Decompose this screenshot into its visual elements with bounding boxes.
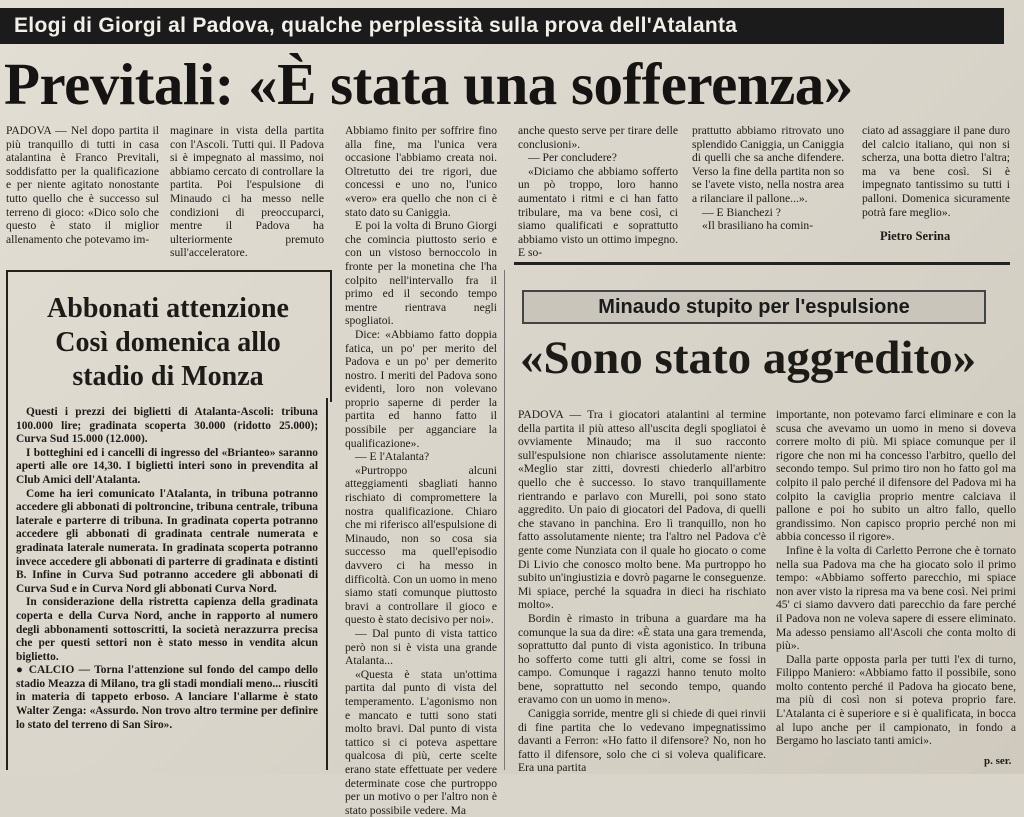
article1-col3-text: Abbiamo finito per soffrire fino alla fine, ma l'unica vera occasione l'abbiamo creata noi. Oltretutto dei tre rigori, due concessi e uno no, l'unico «vero» era quello che non ci è stato dato su Caniggia.: [345, 124, 497, 219]
article1-col4: [518, 124, 678, 260]
article1-col3b-text: E poi la volta di Bruno Giorgi che comincia piuttosto serio e con un vistoso bernoccolo in fronte per la monetina che l'ha colpito nell'intervallo fra il primo ed il secondo tempo mentre rientrava negli spogliatoi.: [345, 219, 497, 328]
notice-box-p1: Questi i prezzi dei biglietti di Atalanta-Ascoli: tribuna 100.000 lire; gradinata scoperta 30.000 (ridotto 25.000); Curva Sud 15.000 (12.000).: [16, 406, 318, 446]
article1-col3d-text: — E l'Atalanta?: [355, 450, 430, 464]
article1-col3e-text: «Purtroppo alcuni atteggiamenti sbagliati hanno rischiato di compromettere la nostra qualificazione. Chiaro che mi riferisco all'espulsione di Minaudo, non so cosa sia successo ma quell'episodio davvero ci ha messo in difficoltà. Con un uomo in meno siamo stati comunque piuttosto bravi a controllare il gioco e questo è stato decisivo per noi».: [345, 463, 497, 627]
article2-col1: [518, 408, 766, 775]
section-divider: [514, 262, 1010, 265]
notice-box-p2: I botteghini ed i cancelli di ingresso del «Brianteo» saranno aperti alle ore 14,30. I biglietti interi sono in prevendita al Club Amici dell'Atalanta.: [16, 446, 318, 486]
article2-col1c-text: Caniggia sorride, mentre gli si chiede di quei rinvii di fine partita che lo vedevano impegnatissimo davanti a Ferron: «Ho fatto il difensore? No, non ho fatto il difensore, solo che ci si voleva qualificare. Era una partita: [518, 707, 766, 775]
article1-col5b-text: — E Bianchezi ?: [702, 205, 781, 219]
article2-col1a-text: PADOVA — Tra i giocatori atalantini al termine della partita il più atteso all'uscita degli spogliatoi è ovviamente Minaudo; ma il suo racconto sull'espulsione non chiarisce assolutamente niente: «Meglio star zitti, dovresti chiederlo all'arbitro quello che è successo. Io stavo tranquillamente rientrando e parlavo con Murelli, poi sono stato aggredito. Un paio di giocatori del Padova, di quelli che stavano in panchina. Ero lì tranquillo, non ho fatto assolutamente niente; tra l'altro nel Padova c'è gente come Nunziata con il quale ho giocato o come Di Livio che conosco molto bene. Ma purtroppo ho subito un'ingiustizia e dovrò pagarne le conseguenze. Mi spiace, perché la squadra in dieci ha rischiato molto».: [518, 408, 766, 612]
notice-box-border-right: [326, 398, 328, 770]
article1-col1: [6, 124, 159, 254]
notice-box-p4: In considerazione della ristretta capienza della gradinata coperta e della Curva Nord, anche in rapporto al numero degli abbonamenti sottoscritti, la società nerazzurra precisa che per questi settori non è stato messo in vendita alcun biglietto.: [16, 596, 318, 663]
notice-box-p3: Come ha ieri comunicato l'Atalanta, in tribuna potranno accedere gli abbonati di poltroncine, tribuna centrale, tribuna laterale e parterre di tribuna. In gradinata coperta potranno accedere gli abbonati di gradinata centrale numerata e gradinata laterale numerata. In gradinata scoperta potranno invece accedere gli abbonati di parterre di gradinata e distinti B. Infine in Curva Sud potranno accedere gli abbonati di Curva Sud e in Curva Nord gli abbonati Curva Nord.: [16, 487, 318, 595]
kicker-bar: [0, 8, 1004, 44]
notice-box-title: Abbonati attenzione Così domenica allo stadio di Monza: [47, 293, 289, 392]
article1-col4-text: anche questo serve per tirare delle conclusioni».: [518, 124, 678, 151]
article1-col3: [345, 124, 497, 817]
article2-signature: p. ser.: [984, 755, 1012, 767]
article2-subtitle: Minaudo stupito per l'espulsione: [598, 295, 910, 318]
article2-col2: [776, 408, 1016, 754]
article1-byline: Pietro Serina: [880, 229, 951, 243]
article1-col5c-text: «Il brasiliano ha comin-: [702, 219, 814, 233]
article1-col2: [170, 124, 324, 260]
article2-subtitle-bar: [522, 290, 986, 324]
article1-col2-text: maginare in vista della partita con l'Ascoli. Tutti qui. Il Padova si è impegnato al massimo, noi abbiamo cercato di controllare la partita. Poi l'espulsione di Minaudo ci ha messo nelle condizioni di preoccuparci, mentre il Padova ha ulteriormente premuto sull'acceleratore.: [170, 124, 324, 260]
article1-col5: [692, 124, 844, 254]
article2-headline: «Sono stato aggredito»: [520, 332, 977, 384]
column-divider: [504, 270, 505, 770]
article2-col1b-text: Bordin è rimasto in tribuna a guardare ma ha comunque la sua da dire: «È stata una gara tremenda, soprattutto dal punto di vista agonistico. In tribuna ho sofferto come tutti gli altri, come se fossi in campo. Comunque i ragazzi hanno tenuto molto bene, soprattutto nel secondo tempo, quando eravamo con un uomo in meno».: [518, 611, 766, 707]
notice-box-text: [16, 406, 318, 732]
article1-col3f-text: — Dal punto di vista tattico però non si è vista una grande Atalanta...: [345, 626, 497, 668]
article1-col3c-text: Dice: «Abbiamo fatto doppia fatica, un po' per merito del Padova e un po' per demerito nostro. I meriti del Padova sono evidenti, loro non volevano proprio saperne di perder la partita ed hanno fatto il possibile per agganciare la qualificazione».: [345, 327, 497, 450]
article1-col4b-text: — Per concludere?: [528, 151, 617, 165]
article1-col4c-text: «Diciamo che abbiamo sofferto un pò troppo, loro hanno aumentato i ritmi e ci han fatto tribulare, ma va bene così, ci siamo qualificati e soprattutto abbiamo visto un ottimo impegno. E so-: [518, 164, 678, 260]
article2-col2a-text: importante, non potevamo farci eliminare e con la scusa che avevamo un uomo in meno si doveva correre molto di più. Mi spiace comunque per il rigore che non mi ha concesso l'arbitro, quello del secondo tempo. Sul primo tiro non ho fatto gol ma colpito il palo perché il difensore del Padova mi ha colpito la caviglia proprio mentre calciava il pallone e poi ho subito un altro fallo, quello grandissimo. Non capisco proprio perché non mi abbia concesso il rigore».: [776, 408, 1016, 544]
article1-col6: [862, 124, 1010, 228]
kicker-text: Elogi di Giorgi al Padova, qualche perplessità sulla prova dell'Atalanta: [14, 14, 738, 37]
notice-box-border-left: [6, 398, 8, 770]
main-headline: Previtali: «È stata una sofferenza»: [4, 51, 853, 117]
article1-col6-text: ciato ad assaggiare il pane duro del calcio italiano, qui non si scherza, una botta dietro l'altra; ma va bene così. Si è impegnato tantissimo su tutti i palloni. Domenica sicuramente potrà fare meglio».: [862, 124, 1010, 219]
article2-col2c-text: Dalla parte opposta parla per tutti l'ex di turno, Filippo Maniero: «Abbiamo fatto il possibile, sono molto contento perché il Padova ha giocato bene, ma più di così non si poteva proprio fare. L'Atalanta ci è superiore e si è qualificata, in bocca al lupo anche per il campionato, in fondo a Bergamo ho lasciato tanti amici».: [776, 652, 1016, 748]
article2-col2b-text: Infine è la volta di Carletto Perrone che è tornato nella sua Padova ma che ha giocato solo il primo tempo: «Abbiamo sofferto parecchio, mi spiace non aver visto la ripresa ma va bene così. Nei primi 45' ci siamo davvero dati parecchio da fare perché il Padova non ne voleva sapere di essere eliminato. Ma adesso pensiamo all'Ascoli che conta molto di più».: [776, 543, 1016, 653]
article1-col5-text: prattutto abbiamo ritrovato uno splendido Caniggia, un Caniggia di quelli che sa anche difendere. Verso la fine della partita non so se l'avete visto, nella nostra area a rilanciare il pallone...».: [692, 124, 844, 205]
article1-col1-text: PADOVA — Nel dopo partita il più tranquillo di tutti in casa atalantina è Franco Previtali, soddisfatto per la qualificazione e per niente agitato nonostante tutto quello che è successo sul terreno di gioco: «Dico solo che questo è stato il miglior allenamento che potevamo im-: [6, 124, 159, 246]
article1-col3g-text: «Questa è stata un'ottima partita dal punto di vista del temperamento. L'agonismo non e mancato e tutti sono stati molto bravi. Dal punto di vista tattico si ci poteva aspettare qualcosa di più, certe scelte erano state effettuate per vedere determinate cose che purtroppo per un motivo o per l'altro non è stato possibile vedere. Ma: [345, 667, 497, 817]
notice-box-p5: ● CALCIO — Torna l'attenzione sul fondo del campo dello stadio Meazza di Milano, tra gli stadi mondiali meno... riusciti in materia di tappeto erboso. A lanciare l'allarme è stato Walter Zenga: «Assurdo. Non trovo altro termine per definire lo stato del terreno di San Siro».: [16, 664, 318, 731]
